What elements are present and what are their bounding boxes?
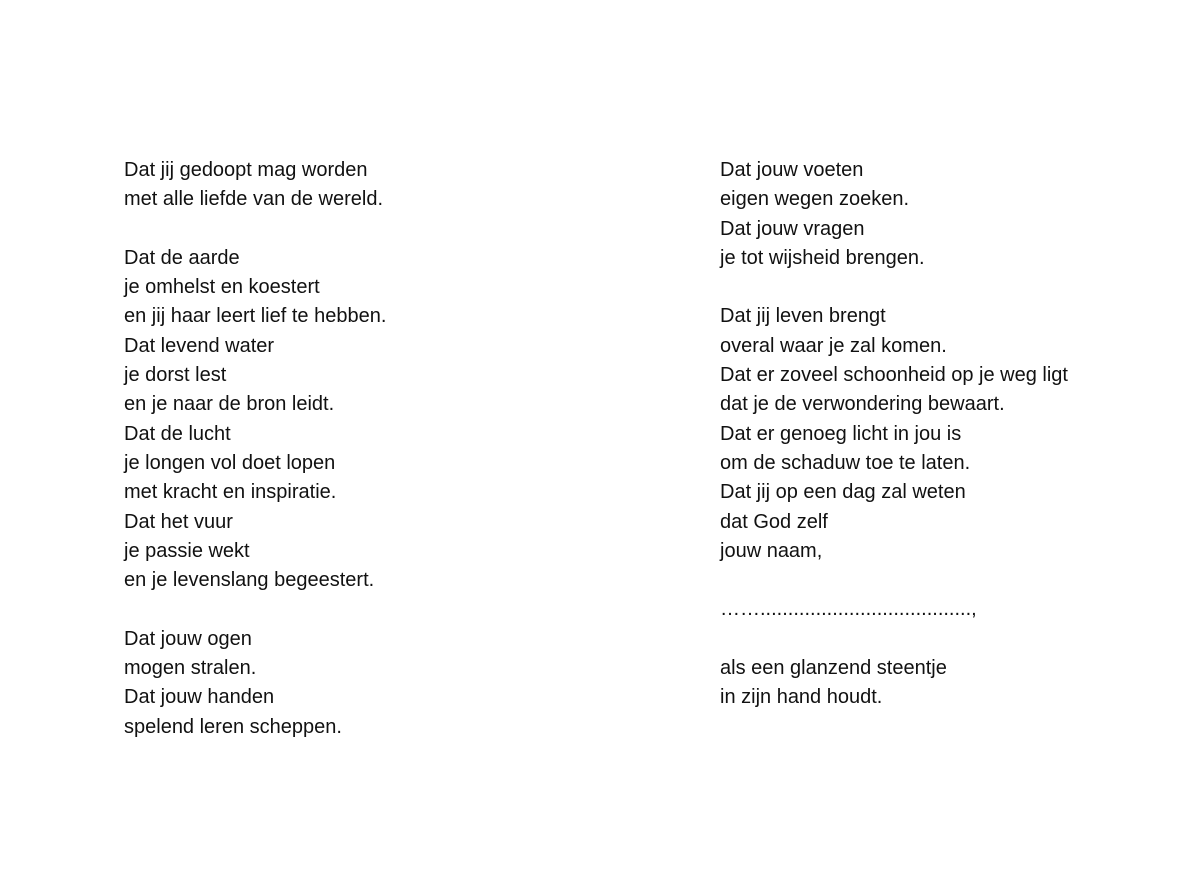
- stanza: [124, 156, 644, 215]
- stanza: [124, 625, 644, 742]
- poem-line: je dorst lest: [124, 364, 227, 387]
- poem-line: Dat de lucht: [124, 422, 231, 445]
- poem-line: mogen stralen.: [124, 657, 257, 680]
- poem-line: dat God zelf: [720, 510, 828, 533]
- poem-line: overal waar je zal komen.: [720, 334, 947, 357]
- poem-line: je tot wijsheid brengen.: [720, 246, 925, 269]
- poem-line: Dat jij leven brengt: [720, 305, 886, 328]
- poem-line: Dat jouw voeten: [720, 159, 864, 181]
- poem-line: jouw naam,: [720, 539, 823, 562]
- poem-line: ……......................................,: [720, 598, 977, 621]
- poem-line: Dat jij gedoopt mag worden: [124, 159, 368, 181]
- poem-line: Dat jouw handen: [124, 686, 275, 709]
- poem-right-column: [720, 156, 1160, 742]
- poem-line: in zijn hand houdt.: [720, 686, 883, 709]
- poem-line: spelend leren scheppen.: [124, 715, 342, 738]
- poem-line: Dat jouw ogen: [124, 627, 252, 650]
- poem-line: om de schaduw toe te laten.: [720, 451, 971, 474]
- poem-line: met kracht en inspiratie.: [124, 481, 337, 504]
- poem-line: je omhelst en koestert: [124, 276, 320, 299]
- poem-line: en jij haar leert lief te hebben.: [124, 305, 387, 328]
- poem-line: dat je de verwondering bewaart.: [720, 393, 1005, 416]
- poem-line: Dat jouw vragen: [720, 217, 865, 240]
- poem-line: als een glanzend steentje: [720, 657, 947, 680]
- poem-line: je longen vol doet lopen: [124, 451, 336, 474]
- poem-line: Dat het vuur: [124, 510, 233, 533]
- poem-line: en je levenslang begeestert.: [124, 569, 375, 592]
- poem-line: je passie wekt: [124, 539, 250, 562]
- stanza: [124, 244, 644, 596]
- poem-line: en je naar de bron leidt.: [124, 393, 335, 416]
- poem-line: met alle liefde van de wereld.: [124, 188, 384, 211]
- stanza: [720, 156, 1160, 273]
- stanza: [720, 302, 1160, 566]
- stanza: [720, 654, 1160, 713]
- poem-left-column: [124, 156, 644, 771]
- poem-line: eigen wegen zoeken.: [720, 188, 910, 211]
- stanza: [720, 595, 1160, 624]
- poem-line: Dat er zoveel schoonheid op je weg ligt: [720, 364, 1068, 387]
- poem-line: Dat de aarde: [124, 246, 240, 269]
- poem-line: Dat levend water: [124, 334, 275, 357]
- poem-line: Dat jij op een dag zal weten: [720, 481, 966, 504]
- poem-line: Dat er genoeg licht in jou is: [720, 422, 962, 445]
